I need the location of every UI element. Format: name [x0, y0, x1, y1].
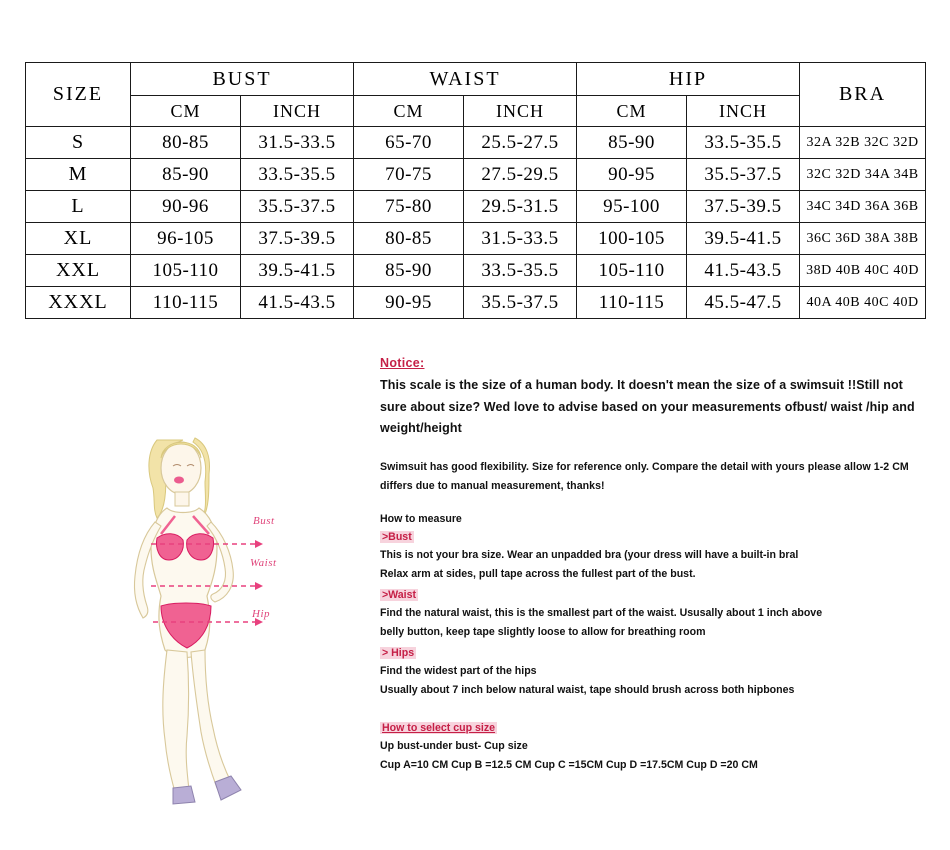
cell-size: L: [26, 191, 131, 223]
table-row: [26, 191, 926, 223]
cell-bust-cm: 105-110: [131, 255, 241, 287]
cell-hip-cm: 90-95: [577, 159, 687, 191]
header-size: SIZE: [26, 63, 131, 127]
cell-hip-inch: 33.5-35.5: [687, 127, 800, 159]
cell-bust-cm: 96-105: [131, 223, 241, 255]
cell-waist-inch: 33.5-35.5: [464, 255, 577, 287]
cell-bra: 38D 40B 40C 40D: [800, 255, 926, 287]
cell-waist-cm: 80-85: [354, 223, 464, 255]
cell-waist-inch: 35.5-37.5: [464, 287, 577, 319]
cell-hip-inch: 41.5-43.5: [687, 255, 800, 287]
instructions-column: [380, 356, 925, 774]
cell-bust-inch: 35.5-37.5: [241, 191, 354, 223]
cell-hip-cm: 85-90: [577, 127, 687, 159]
cell-bust-inch: 37.5-39.5: [241, 223, 354, 255]
cell-size: XXXL: [26, 287, 131, 319]
cup-size-line-2: Cup A=10 CM Cup B =12.5 CM Cup C =15CM Cup D =17.5CM Cup D =20 CM: [380, 758, 758, 771]
cell-waist-cm: 70-75: [354, 159, 464, 191]
cell-hip-inch: 37.5-39.5: [687, 191, 800, 223]
notice-body: This scale is the size of a human body. It doesn't mean the size of a swimsuit !!Still not sure about size? Wed love to advise based on your measurements ofbust/ waist /hip and weight/height: [380, 378, 915, 435]
cell-bra: 32A 32B 32C 32D: [800, 127, 926, 159]
flexibility-note: Swimsuit has good flexibility. Size for reference only. Compare the detail with yours please allow 1-2 CM differs due to manual measurement, thanks!: [380, 460, 909, 493]
header-hip-cm: CM: [577, 96, 687, 127]
measure-bust-line-2: Relax arm at sides, pull tape across the fullest part of the bust.: [380, 567, 696, 580]
cell-waist-cm: 75-80: [354, 191, 464, 223]
measure-waist-line-1: Find the natural waist, this is the smallest part of the waist. Ususally about 1 inch above: [380, 607, 823, 619]
cell-bust-cm: 85-90: [131, 159, 241, 191]
header-waist: WAIST: [354, 63, 577, 96]
measure-bust-label: >Bust: [382, 530, 412, 543]
cell-waist-inch: 27.5-29.5: [464, 159, 577, 191]
how-to-measure-heading: How to measure: [380, 512, 462, 525]
measure-bust-line-1: This is not your bra size. Wear an unpadded bra (your dress will have a built-in bral: [380, 548, 799, 561]
header-bra: BRA: [800, 63, 926, 127]
notice-title: Notice:: [380, 356, 425, 370]
header-waist-inch: INCH: [464, 96, 577, 127]
cell-hip-cm: 95-100: [577, 191, 687, 223]
cell-bust-inch: 33.5-35.5: [241, 159, 354, 191]
measure-hips-label: > Hips: [382, 647, 415, 660]
cell-waist-inch: 25.5-27.5: [464, 127, 577, 159]
header-bust: BUST: [131, 63, 354, 96]
header-bust-inch: INCH: [241, 96, 354, 127]
header-hip: HIP: [577, 63, 800, 96]
table-row: [26, 223, 926, 255]
cup-size-heading: How to select cup size: [382, 721, 496, 734]
size-chart-table-container: [25, 62, 925, 319]
cell-bra: 34C 34D 36A 36B: [800, 191, 926, 223]
cell-hip-inch: 45.5-47.5: [687, 287, 800, 319]
cell-waist-inch: 31.5-33.5: [464, 223, 577, 255]
woman-body-illustration-icon: [95, 410, 325, 810]
figure-label-waist: Waist: [250, 557, 277, 569]
cell-bra: 36C 36D 38A 38B: [800, 223, 926, 255]
cell-size: XXL: [26, 255, 131, 287]
measure-hips-line-2: Usually about 7 inch below natural waist, tape should brush across both hipbones: [380, 684, 795, 697]
cell-size: XL: [26, 223, 131, 255]
cell-waist-cm: 65-70: [354, 127, 464, 159]
cell-bra: 40A 40B 40C 40D: [800, 287, 926, 319]
lower-section: [0, 340, 950, 840]
table-row: [26, 127, 926, 159]
cell-waist-inch: 29.5-31.5: [464, 191, 577, 223]
cell-size: S: [26, 127, 131, 159]
measure-hips-line-1: Find the widest part of the hips: [380, 665, 537, 678]
figure-label-hip: Hip: [252, 608, 270, 620]
table-row: [26, 159, 926, 191]
measure-waist-label: >Waist: [382, 589, 417, 601]
cell-bust-cm: 80-85: [131, 127, 241, 159]
table-header-row-units: [26, 96, 926, 127]
table-header-row-groups: [26, 63, 926, 96]
table-row: [26, 255, 926, 287]
header-bust-cm: CM: [131, 96, 241, 127]
cup-size-line-1: Up bust-under bust- Cup size: [380, 739, 528, 752]
cell-hip-cm: 100-105: [577, 223, 687, 255]
cell-hip-inch: 39.5-41.5: [687, 223, 800, 255]
cell-waist-cm: 90-95: [354, 287, 464, 319]
cell-bust-inch: 39.5-41.5: [241, 255, 354, 287]
cell-bust-cm: 90-96: [131, 191, 241, 223]
cell-size: M: [26, 159, 131, 191]
figure-label-bust: Bust: [253, 515, 275, 527]
cell-bust-inch: 31.5-33.5: [241, 127, 354, 159]
header-hip-inch: INCH: [687, 96, 800, 127]
header-waist-cm: CM: [354, 96, 464, 127]
cell-hip-inch: 35.5-37.5: [687, 159, 800, 191]
table-row: [26, 287, 926, 319]
cell-waist-cm: 85-90: [354, 255, 464, 287]
cell-hip-cm: 105-110: [577, 255, 687, 287]
cell-bust-inch: 41.5-43.5: [241, 287, 354, 319]
measurement-figure: [95, 410, 325, 810]
cell-bust-cm: 110-115: [131, 287, 241, 319]
cell-hip-cm: 110-115: [577, 287, 687, 319]
measure-waist-line-2: belly button, keep tape slightly loose to allow for breathing room: [380, 626, 706, 639]
size-chart-table: [25, 62, 926, 319]
cell-bra: 32C 32D 34A 34B: [800, 159, 926, 191]
